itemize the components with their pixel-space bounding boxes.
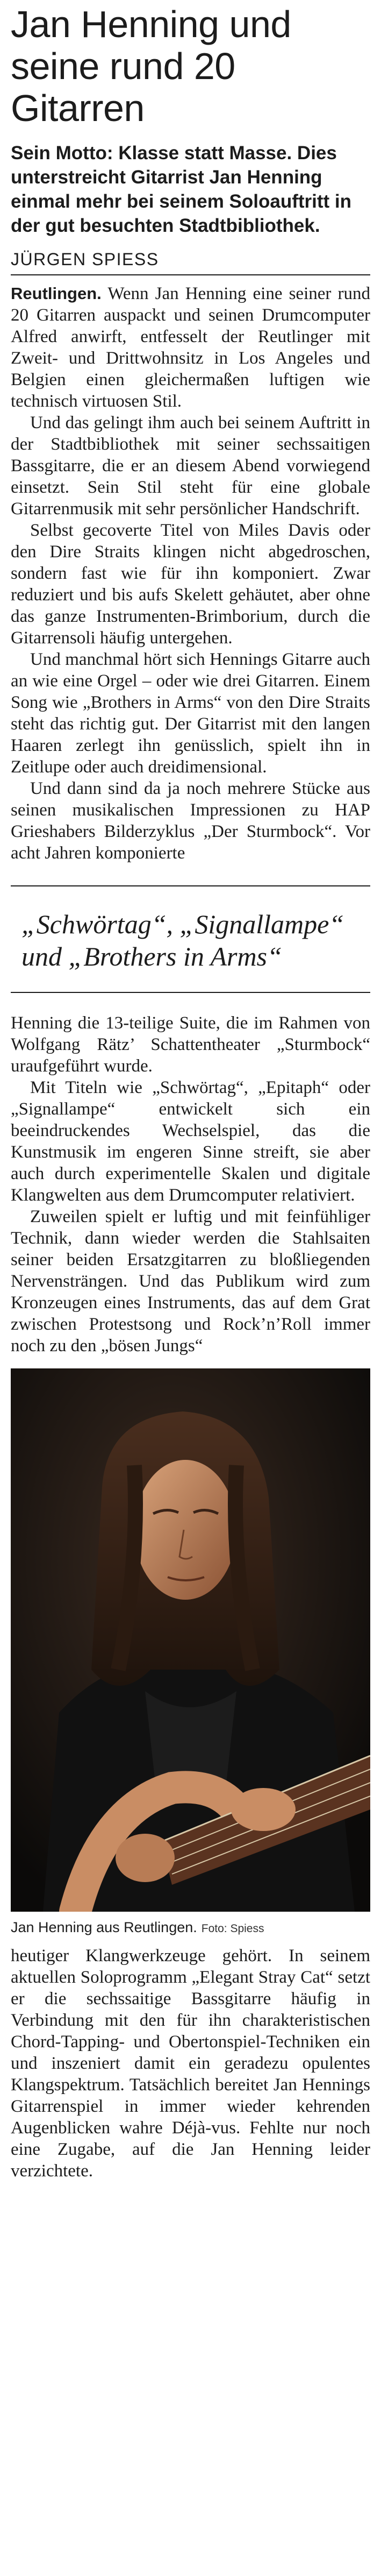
photo-credit: Foto: Spiess: [201, 1922, 264, 1935]
body-paragraph: Und dann sind da ja noch mehrere Stücke aus seinen musikalischen Impressionen zu HAP Grieshabers Bilderzyklus „Der Sturmbock“. Vor acht Jahren komponierte: [11, 779, 370, 863]
article-body-part2: [11, 1012, 370, 1357]
article-lead: Sein Motto: Klasse statt Masse. Dies unterstreicht Gitarrist Jan Henning einmal mehr bei seinem Soloauftritt in der gut besuchten Stadtbibliothek.: [11, 143, 352, 236]
guitarist-photo: [11, 1368, 370, 1912]
article-body-part3: [11, 1945, 370, 2182]
body-paragraph: [11, 283, 370, 412]
photo-caption-text: Jan Henning aus Reutlingen.: [11, 1919, 197, 1935]
guitarist-illustration: [11, 1368, 370, 1912]
body-paragraph: Mit Titeln wie „Schwörtag“, „Epitaph“ oder „Signallampe“ entwickelt sich ein beeindruckendes Wechselspiel, das die Kunstmusik im engeren Sinne streift, sie aber auch durch experimentelle Skalen und digitale Klangwelten aus dem Drumcomputer relativiert.: [11, 1078, 370, 1205]
body-paragraph-text: Wenn Jan Henning eine seiner rund 20 Gitarren auspackt und seinen Drumcomputer Alfred anwirft, entfesselt der Reutlinger mit Zweit- und Drittwohnsitz in Los Angeles und Belgien einen gleichermaßen luftigen wie technisch virtuosen Stil.: [11, 284, 370, 411]
photo-caption: [11, 1918, 370, 1936]
body-paragraph: Henning die 13-teilige Suite, die im Rahmen von Wolfgang Rätz’ Schattentheater „Sturmbock“ uraufgeführt wurde.: [11, 1013, 370, 1076]
pull-quote: „Schwörtag“, „Signallampe“ und „Brothers in Arms“: [21, 909, 344, 971]
article-author: JÜRGEN SPIESS: [11, 249, 370, 275]
body-paragraph: Zuweilen spielt er luftig und mit feinfühliger Technik, dann wieder werden die Stahlsaiten seiner beiden Ersatzgitarren zu bloßliegenden Nervensträngen. Und das Publikum wird zum Kronzeugen eines Instruments, das auf dem Grat zwischen Protestsong und Rock’n’Roll immer noch zu den „bösen Jungs“: [11, 1207, 370, 1356]
body-paragraph: Und manchmal hört sich Hennings Gitarre auch an wie eine Orgel – oder wie drei Gitarren. Einem Song wie „Brothers in Arms“ von den Dire Straits steht das richtig gut. Der Gitarrist mit den langen Haaren zerlegt ihn genüsslich, spielt ihn in Zeitlupe oder auch dreidimensional.: [11, 650, 370, 777]
pull-quote-box: [11, 885, 370, 993]
article-dateline: Reutlingen.: [11, 284, 102, 303]
body-paragraph: heutiger Klangwerkzeuge gehört. In seinem aktuellen Soloprogramm „Elegant Stray Cat“ setzt er die sechssaitige Bassgitarre häufig in Verbindung mit den für ihn charakteristischen Chord-Tapping- und Obertonspiel-Techniken ein und inszeniert damit ein geradezu opulentes Klangspektrum. Tatsächlich bereitet Jan Hennings Gitarrenspiel in immer wieder kehrenden Augenblicken wahre Déjà-vus. Fehlte nur noch eine Zugabe, auf die Jan Henning leider verzichtete.: [11, 1946, 370, 2181]
article-body-part1: [11, 283, 370, 864]
body-paragraph: Selbst gecoverte Titel von Miles Davis oder den Dire Straits klingen nicht abgedroschen, sondern fast wie für ihn komponiert. Zwar reduziert und bis aufs Skelett gehäutet, aber ohne das ganze Instrumenten-Brimborium, durch die Gitarrensoli häufig untergehen.: [11, 521, 370, 648]
body-paragraph: Und das gelingt ihm auch bei seinem Auftritt in der Stadtbibliothek mit seiner sechssaitigen Bassgitarre, die er an diesem Abend vorwiegend einsetzt. Sein Stil steht für eine globale Gitarrenmusik mit sehr persönlicher Handschrift.: [11, 413, 370, 519]
article-headline: Jan Henning und seine rund 20 Gitarren: [11, 3, 291, 129]
